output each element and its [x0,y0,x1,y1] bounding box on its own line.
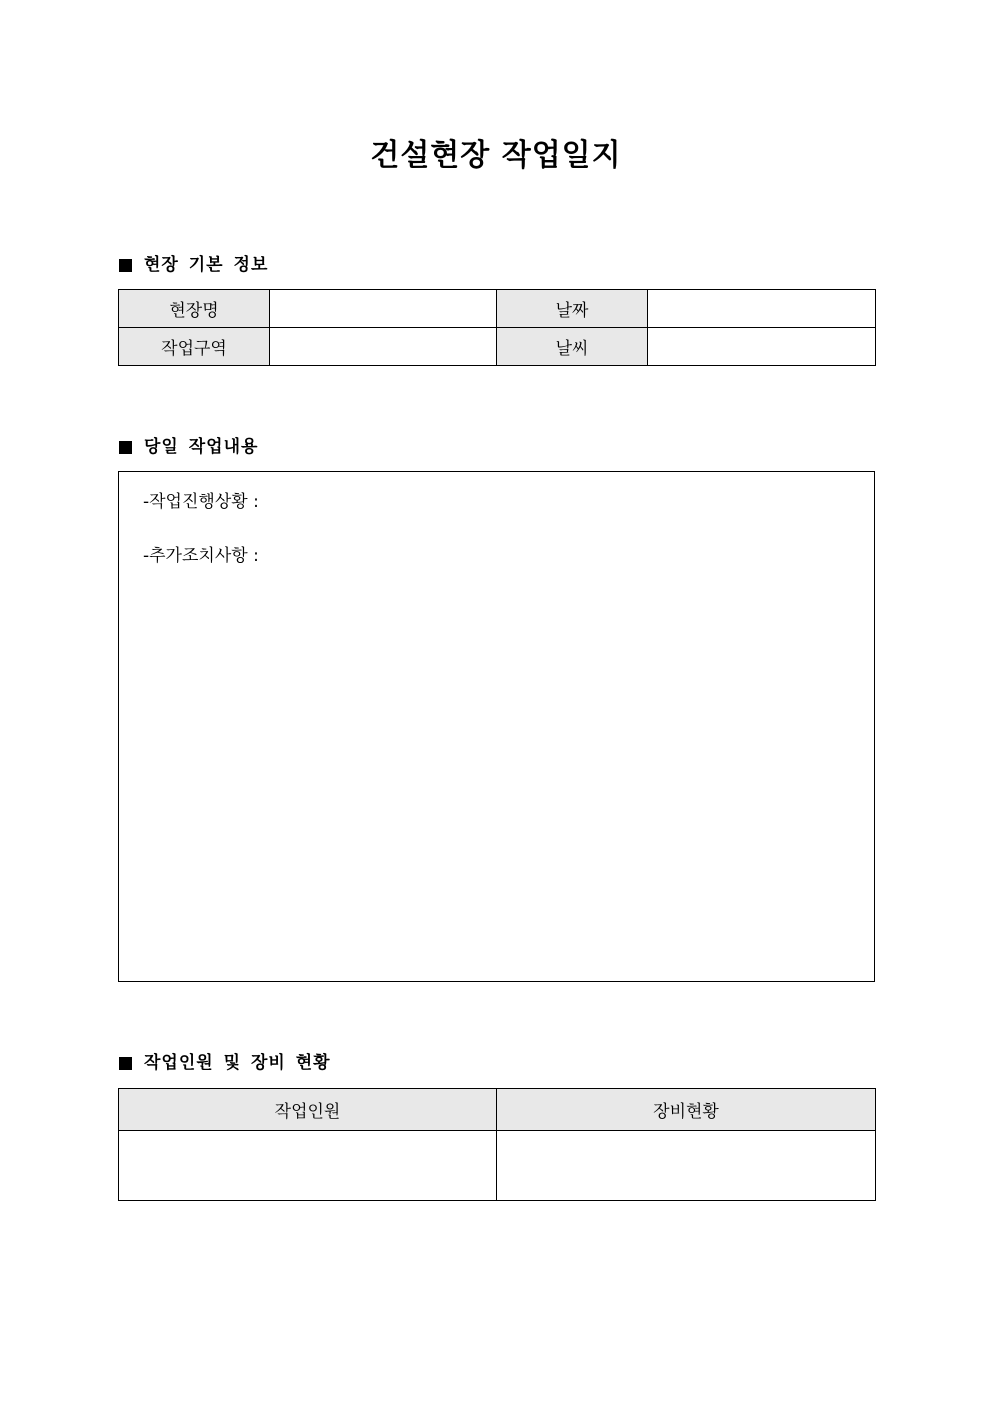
document-title: 건설현장 작업일지 [370,138,622,173]
workers-field[interactable] [119,1131,497,1201]
site-name-field[interactable] [270,290,497,328]
section-heading-basic-info [119,253,268,277]
section-heading-text: 당일 작업내용 [144,437,259,457]
site-name-label: 현장명 [119,290,270,328]
equipment-column-header: 장비현황 [497,1089,876,1131]
table-row [119,328,876,366]
date-field[interactable] [648,290,876,328]
work-area-label: 작업구역 [119,328,270,366]
work-area-field[interactable] [270,328,497,366]
table-row [119,290,876,328]
table-row [119,1131,876,1201]
staff-equipment-table [118,1088,876,1201]
date-label: 날짜 [497,290,648,328]
section-heading-text: 현장 기본 정보 [144,255,269,275]
section-heading-text: 작업인원 및 장비 현황 [144,1053,331,1073]
weather-field[interactable] [648,328,876,366]
work-content-box[interactable] [118,471,875,982]
weather-label: 날씨 [497,328,648,366]
section-heading-staff-equipment [119,1051,331,1075]
work-progress-label: -작업진행상황 : [143,492,259,512]
additional-action-label: -추가조치사항 : [143,546,259,566]
section-heading-work-content [119,435,258,459]
square-bullet-icon [119,1057,132,1070]
workers-column-header: 작업인원 [119,1089,497,1131]
square-bullet-icon [119,441,132,454]
equipment-field[interactable] [497,1131,876,1201]
basic-info-table [118,289,876,366]
table-header-row [119,1089,876,1131]
square-bullet-icon [119,259,132,272]
